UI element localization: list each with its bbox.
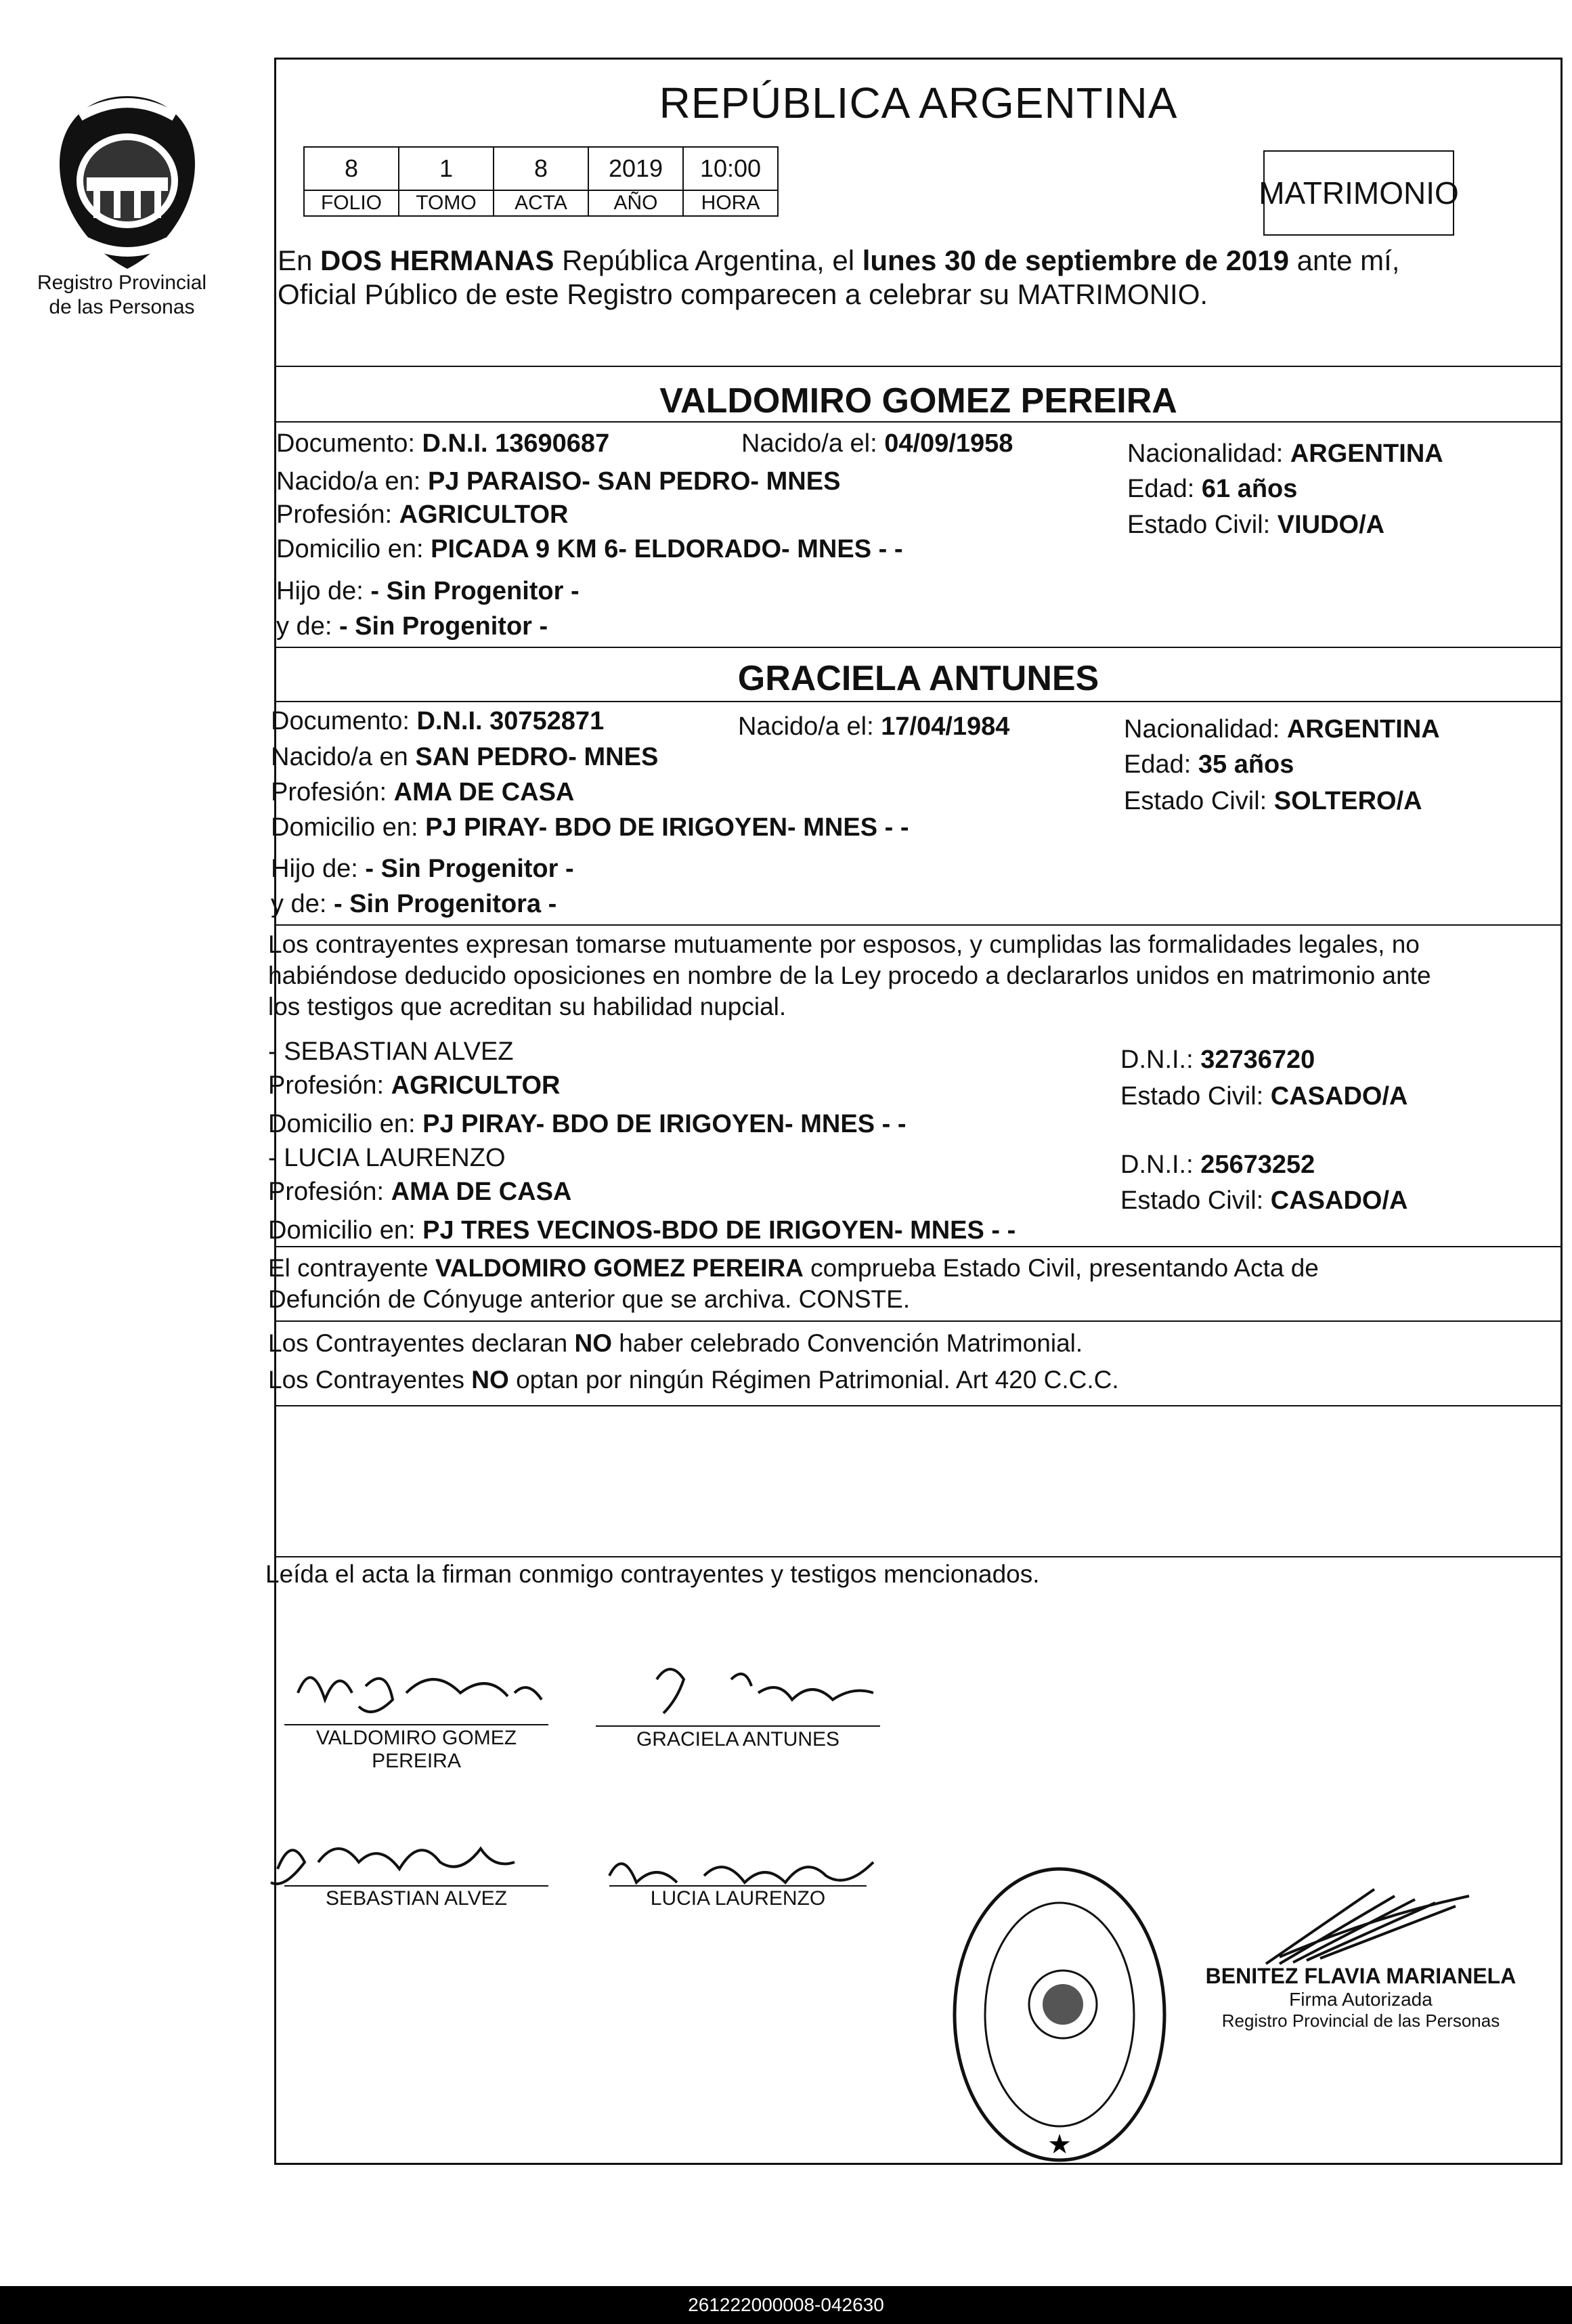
- label: Hijo de:: [271, 855, 358, 883]
- label: Edad:: [1127, 475, 1195, 503]
- label: D.N.I.:: [1120, 1046, 1194, 1074]
- label: Hijo de:: [276, 577, 364, 605]
- value: 04/09/1958: [884, 429, 1013, 458]
- c2-documento: [271, 704, 604, 738]
- c1-nacido-el: [741, 427, 1013, 460]
- cierre-text: Leída el acta la firman conmigo contrayentes y testigos mencionados.: [265, 1560, 1040, 1588]
- value: ARGENTINA: [1290, 439, 1443, 468]
- oficial-name: BENITEZ FLAVIA MARIANELA: [1205, 1964, 1516, 1988]
- testigo1-name: - SEBASTIAN ALVEZ: [268, 1037, 514, 1066]
- value: 25673252: [1200, 1150, 1315, 1179]
- nota-name: VALDOMIRO GOMEZ PEREIRA: [435, 1254, 804, 1282]
- divider: [274, 924, 1563, 926]
- sig3-label: SEBASTIAN ALVEZ: [326, 1887, 507, 1910]
- intro-paragraph: [278, 244, 1550, 311]
- signature-line: [609, 1885, 867, 1887]
- declaracion-line2: habiéndose deducido oposiciones en nombre de la Ley procedo a declararlos unidos en matrimonio ante: [268, 962, 1431, 989]
- value: - Sin Progenitor -: [339, 612, 548, 641]
- c2-domicilio: [271, 811, 909, 844]
- label: Profesión:: [276, 500, 393, 529]
- intro-line2: Oficial Público de este Registro comparecen a celebrar su MATRIMONIO.: [278, 278, 1208, 310]
- label: Nacionalidad:: [1124, 715, 1280, 744]
- label: D.N.I.:: [1120, 1150, 1194, 1179]
- signature-oficial: [1239, 1876, 1523, 1971]
- label: Domicilio en:: [268, 1110, 416, 1138]
- tomo-label: TOMO: [399, 190, 494, 216]
- sig1-line1: VALDOMIRO GOMEZ: [315, 1727, 517, 1749]
- t2-dni: [1120, 1148, 1315, 1182]
- value: SOLTERO/A: [1273, 787, 1422, 815]
- anio-value: 2019: [588, 147, 683, 190]
- text: Los Contrayentes: [268, 1366, 472, 1394]
- value: CASADO/A: [1270, 1186, 1408, 1215]
- signature-line: [284, 1724, 548, 1725]
- value: 61 años: [1201, 475, 1298, 503]
- intro-place: DOS HERMANAS: [320, 244, 554, 276]
- divider: [274, 421, 1563, 423]
- label: Documento:: [276, 429, 415, 458]
- text: Los Contrayentes declaran: [268, 1329, 575, 1357]
- nota-estado-paragraph: [268, 1253, 1319, 1315]
- folio-label: FOLIO: [304, 190, 399, 216]
- oficial-role: Firma Autorizada: [1289, 1989, 1433, 2010]
- text: NO: [471, 1366, 509, 1394]
- document-id-bar: 261222000008-042630: [0, 2286, 1572, 2324]
- misiones-province-emblem: [46, 89, 209, 279]
- divider: [274, 366, 1563, 367]
- value: D.N.I. 30752871: [416, 707, 605, 735]
- c1-nacido-en: [276, 465, 840, 498]
- t2-estado: [1120, 1184, 1407, 1218]
- divider: [274, 701, 1563, 702]
- divider: [274, 1320, 1563, 1322]
- c2-nacido-el: [738, 710, 1009, 744]
- label: Edad:: [1124, 750, 1192, 779]
- c2-hijo-de: [271, 852, 574, 886]
- document-title: REPÚBLICA ARGENTINA: [659, 79, 1178, 127]
- intro-text: En: [278, 244, 321, 276]
- label: Estado Civil:: [1124, 787, 1267, 815]
- t2-domicilio: [268, 1213, 1016, 1247]
- label: y de:: [276, 612, 332, 641]
- label: Estado Civil:: [1127, 511, 1271, 539]
- declaracion-paragraph: [268, 929, 1561, 1023]
- label: Nacido/a en: [271, 743, 408, 771]
- label: Domicilio en:: [268, 1216, 416, 1245]
- value: VIUDO/A: [1277, 511, 1385, 539]
- c1-nacionalidad: [1127, 437, 1443, 471]
- sig4-label: LUCIA LAURENZO: [650, 1887, 826, 1910]
- c2-nacido-en: [271, 740, 658, 774]
- c1-y-de: [276, 609, 548, 643]
- label: Nacido/a en:: [276, 467, 421, 496]
- value: AMA DE CASA: [391, 1178, 572, 1206]
- label: Estado Civil:: [1120, 1082, 1264, 1111]
- registry-caption: [20, 271, 223, 320]
- value: PJ PARAISO- SAN PEDRO- MNES: [427, 467, 841, 496]
- value: - Sin Progenitora -: [333, 890, 557, 918]
- contrayente2-name: GRACIELA ANTUNES: [737, 659, 1099, 698]
- sig2-label: GRACIELA ANTUNES: [636, 1728, 840, 1750]
- contrayente1-name: VALDOMIRO GOMEZ PEREIRA: [659, 381, 1177, 421]
- t2-profesion: [268, 1175, 571, 1209]
- value: D.N.I. 13690687: [422, 429, 610, 458]
- value: - Sin Progenitor -: [365, 855, 574, 883]
- value: PJ TRES VECINOS-BDO DE IRIGOYEN- MNES - -: [422, 1216, 1016, 1245]
- label: Documento:: [271, 707, 410, 735]
- intro-text: República Argentina, el: [554, 244, 863, 276]
- c2-y-de: [271, 887, 556, 921]
- t1-profesion: [268, 1069, 560, 1102]
- signature-contrayente1: [284, 1652, 555, 1727]
- sig1-label: [284, 1727, 548, 1773]
- value: AMA DE CASA: [393, 778, 575, 806]
- registry-caption-line1: Registro Provincial: [37, 272, 207, 294]
- c1-hijo-de: [276, 574, 580, 608]
- text: comprueba Estado Civil, presentando Acta de: [803, 1254, 1319, 1282]
- folio-value: 8: [304, 147, 399, 190]
- label: y de:: [271, 890, 327, 918]
- acta-value: 8: [494, 147, 588, 190]
- text: NO: [574, 1329, 612, 1357]
- text: optan por ningún Régimen Patrimonial. Art 420 C.C.C.: [508, 1366, 1119, 1394]
- value: SAN PEDRO- MNES: [415, 743, 659, 771]
- acta-label: ACTA: [494, 190, 588, 216]
- label: Domicilio en:: [271, 813, 418, 842]
- label: Domicilio en:: [276, 535, 424, 563]
- value: 32736720: [1200, 1046, 1315, 1074]
- svg-text:★: ★: [1047, 2130, 1072, 2159]
- declaracion-line3: los testigos que acreditan su habilidad nupcial.: [268, 993, 787, 1020]
- signature-line: [596, 1725, 880, 1727]
- sig1-line2: PEREIRA: [372, 1750, 461, 1772]
- folio-table: [303, 146, 779, 217]
- c1-documento: [276, 427, 609, 460]
- value: ARGENTINA: [1286, 715, 1440, 744]
- label: Profesión:: [268, 1071, 385, 1100]
- testigo2-name: - LUCIA LAURENZO: [268, 1144, 506, 1172]
- value: PJ PIRAY- BDO DE IRIGOYEN- MNES - -: [422, 1110, 907, 1138]
- label: Nacionalidad:: [1127, 439, 1284, 468]
- tomo-value: 1: [399, 147, 494, 190]
- convencion-paragraph: [268, 1325, 1119, 1398]
- value: PJ PIRAY- BDO DE IRIGOYEN- MNES - -: [425, 813, 909, 842]
- value: 35 años: [1198, 750, 1294, 779]
- oficial-block: [1202, 1964, 1520, 2031]
- act-type-box: MATRIMONIO: [1263, 150, 1454, 236]
- c2-profesion: [271, 775, 574, 809]
- hora-label: HORA: [683, 190, 778, 216]
- divider: [274, 1405, 1563, 1406]
- c1-estado: [1127, 508, 1384, 542]
- signature-contrayente2: [609, 1652, 894, 1727]
- anio-label: AÑO: [588, 190, 683, 216]
- label: Nacido/a el:: [738, 712, 874, 741]
- intro-text: ante mí,: [1289, 244, 1400, 276]
- text: haber celebrado Convención Matrimonial.: [612, 1329, 1083, 1357]
- declaracion-line1: Los contrayentes expresan tomarse mutuamente por esposos, y cumplidas las formalidades legales, no: [268, 930, 1420, 958]
- c1-domicilio: [276, 532, 902, 566]
- label: Estado Civil:: [1120, 1186, 1264, 1215]
- value: 17/04/1984: [881, 712, 1010, 741]
- c2-nacionalidad: [1124, 712, 1440, 746]
- c2-edad: [1124, 748, 1294, 781]
- registry-caption-line2: de las Personas: [49, 296, 195, 318]
- t1-dni: [1120, 1043, 1315, 1077]
- label: Nacido/a el:: [741, 429, 877, 458]
- label: Profesión:: [268, 1178, 385, 1206]
- t1-estado: [1120, 1079, 1407, 1113]
- c1-profesion: [276, 498, 568, 532]
- value: PICADA 9 KM 6- ELDORADO- MNES - -: [431, 535, 903, 563]
- c1-edad: [1127, 472, 1297, 506]
- value: - Sin Progenitor -: [370, 577, 580, 605]
- divider: [274, 647, 1563, 648]
- nota-line2: Defunción de Cónyuge anterior que se archiva. CONSTE.: [268, 1285, 911, 1313]
- value: AGRICULTOR: [399, 500, 569, 529]
- value: CASADO/A: [1270, 1082, 1408, 1111]
- c2-estado: [1124, 784, 1422, 818]
- value: AGRICULTOR: [391, 1071, 561, 1100]
- signature-line: [284, 1885, 548, 1887]
- t1-domicilio: [268, 1107, 906, 1141]
- intro-date: lunes 30 de septiembre de 2019: [862, 244, 1290, 276]
- official-seal-stamp: [948, 1862, 1171, 2167]
- label: Profesión:: [271, 778, 387, 806]
- hora-value: 10:00: [683, 147, 778, 190]
- oficial-org: Registro Provincial de las Personas: [1221, 2010, 1500, 2031]
- divider: [274, 1246, 1563, 1247]
- text: El contrayente: [268, 1254, 435, 1282]
